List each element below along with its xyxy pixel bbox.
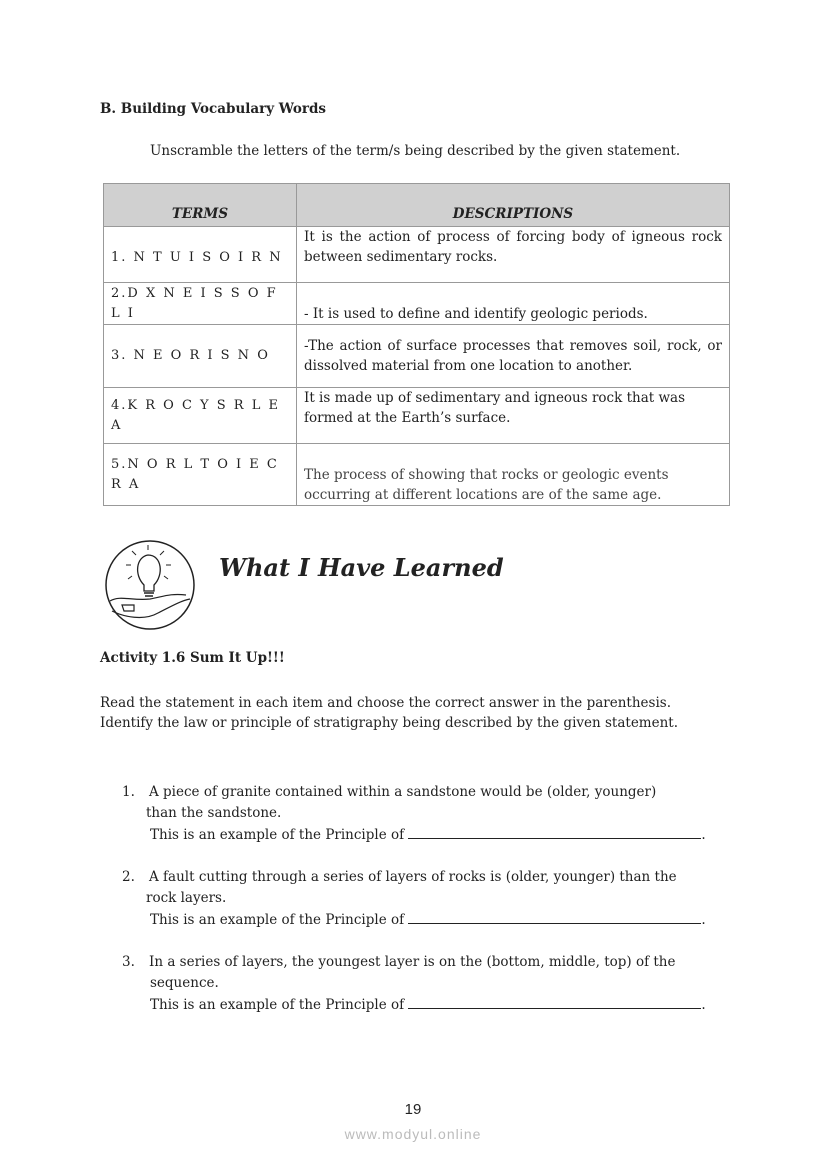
activity-instruction: Identify the law or principle of stratigraphy being described by the given statement. [100, 715, 679, 731]
question-text: In a series of layers, the youngest layer is on the (bottom, middle, top) of the [149, 954, 676, 970]
description-cell: -The action of surface processes that removes soil, rock, or dissolved material from one location to another. [297, 325, 730, 388]
term-cell: 3. N E O R I S N O [104, 325, 297, 388]
table-row [104, 227, 730, 283]
term-cell: 2.D X N E I S S O F L I [104, 283, 297, 325]
description-cell: It is made up of sedimentary and igneous rock that was formed at the Earth’s surface. [297, 388, 730, 444]
descriptions-header: DESCRIPTIONS [297, 184, 730, 227]
question-text: sequence. [150, 975, 219, 991]
answer-blank[interactable] [408, 909, 701, 924]
activity-title: Activity 1.6 Sum It Up!!! [100, 650, 285, 666]
table-row [104, 325, 730, 388]
term-cell: 5.N O R L T O I E C R A [104, 444, 297, 506]
prompt-text: This is an example of the Principle of [150, 827, 405, 843]
prompt-text: This is an example of the Principle of [150, 912, 405, 928]
description-cell: The process of showing that rocks or geologic events occurring at different locations are of the same age. [297, 444, 730, 506]
description-cell: It is the action of process of forcing body of igneous rock between sedimentary rocks. [297, 227, 730, 283]
answer-blank[interactable] [408, 824, 701, 839]
item-number: 2. [122, 869, 135, 885]
terms-header: TERMS [104, 184, 297, 227]
item-number: 3. [122, 954, 135, 970]
table-row [104, 283, 730, 325]
prompt-text: This is an example of the Principle of [150, 997, 405, 1013]
table-row [104, 444, 730, 506]
page-number: 19 [404, 1101, 422, 1118]
section-title: What I Have Learned [219, 553, 504, 582]
question-text: rock layers. [146, 890, 227, 906]
section-heading: B. Building Vocabulary Words [100, 101, 327, 117]
table-row [104, 388, 730, 444]
activity-instruction: Read the statement in each item and choose the correct answer in the parenthesis. [100, 695, 671, 711]
question-text: A fault cutting through a series of layers of rocks is (older, younger) than the [149, 869, 677, 885]
term-cell: 1. N T U I S O I R N [104, 227, 297, 283]
lightbulb-hand-icon [104, 539, 196, 631]
question-item: 2. A fault cutting through a series of layers of rocks is (older, younger) than the rock layers. This is an example of the Principle of . [122, 867, 732, 931]
question-list [122, 782, 732, 1037]
question-text: A piece of granite contained within a sandstone would be (older, younger) [149, 784, 657, 800]
question-item: 1. A piece of granite contained within a sandstone would be (older, younger) than the sandstone. This is an example of the Principle of . [122, 782, 732, 846]
description-cell: - It is used to define and identify geologic periods. [297, 283, 730, 325]
item-number: 1. [122, 784, 135, 800]
instruction-text: Unscramble the letters of the term/s being described by the given statement. [150, 143, 681, 159]
watermark: www.modyul.online [344, 1126, 482, 1142]
question-text: than the sandstone. [146, 805, 282, 821]
answer-blank[interactable] [408, 994, 701, 1009]
vocabulary-table [103, 183, 730, 506]
question-item: 3. In a series of layers, the youngest layer is on the (bottom, middle, top) of the sequence. This is an example of the Principle of . [122, 952, 732, 1016]
term-cell: 4.K R O C Y S R L E A [104, 388, 297, 444]
